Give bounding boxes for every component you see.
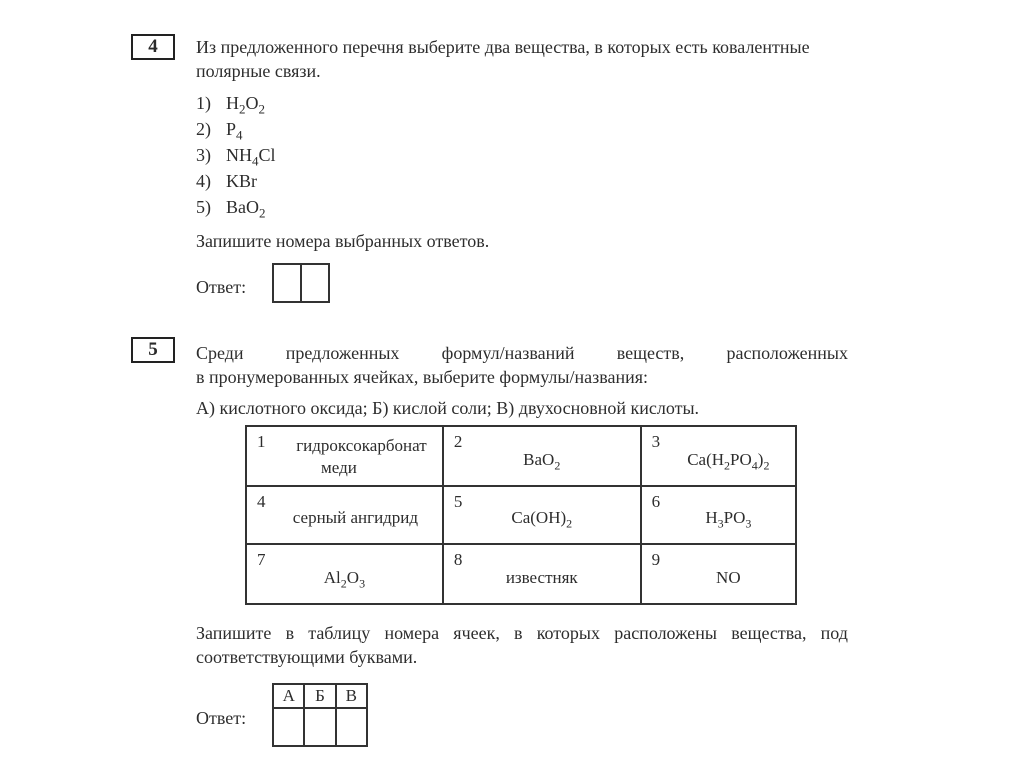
substance-cell: 2 BaO$_2$: [443, 426, 641, 486]
answer-cell-a[interactable]: [273, 708, 304, 746]
task4-answer-cell-1[interactable]: [272, 263, 302, 303]
task5-write-line2: соответствующими буквами.: [196, 647, 418, 667]
task5-categories: А) кислотного оксида; Б) кислой соли; В) двухосновной кислоты.: [196, 398, 700, 418]
substance-cell: 8 известняк: [443, 544, 641, 604]
substance-cell: 5 $Ca(OH)_2$: [443, 486, 641, 544]
task4-option-3: 3) $NH_4Cl$: [196, 145, 276, 169]
substance-cell: 4 серный ангидрид: [246, 486, 443, 544]
task4-option-1: 1) $H_2O_2$: [196, 93, 265, 117]
answer-cell-v[interactable]: [336, 708, 367, 746]
task5-intro-line1: Среди предложенных формул/названий веществ, расположенных: [196, 343, 848, 363]
task4-instruction: Запишите номера выбранных ответов.: [196, 231, 490, 251]
task5-answer-table: [272, 683, 368, 747]
task-number-4: 4: [131, 34, 175, 60]
substance-cell: 3 $Ca(H_2PO_4)_2$: [641, 426, 796, 486]
substance-cell: 9 NO: [641, 544, 796, 604]
task4-answer-label: Ответ:: [196, 277, 247, 297]
task5-write-line1: Запишите в таблицу номера ячеек, в которых расположены вещества, под: [196, 623, 848, 643]
task4-option-4: 4) KBr: [196, 171, 257, 191]
task5-intro-line2: в пронумерованных ячейках, выберите формулы/названия:: [196, 367, 649, 387]
task4-question: [196, 35, 856, 83]
answer-letter-v: В: [336, 684, 367, 708]
task5-intro: [196, 341, 848, 389]
substance-cell: 6 $H_3PO_3$: [641, 486, 796, 544]
answer-letter-b: Б: [304, 684, 335, 708]
substances-table: [245, 425, 797, 605]
task5-write-instruction: [196, 621, 848, 669]
substance-cell: 1 гидроксокарбонат меди: [246, 426, 443, 486]
task4-question-line1: Из предложенного перечня выберите два вещества, в которых есть ковалентные: [196, 37, 810, 57]
task4-option-2: 2) $P_4$: [196, 119, 243, 143]
task4-option-5: 5) BaO$_2$: [196, 197, 266, 221]
answer-cell-b[interactable]: [304, 708, 335, 746]
substance-cell: 7 $Al_2O_3$: [246, 544, 443, 604]
task4-answer-cell-2[interactable]: [300, 263, 330, 303]
task4-question-line2: полярные связи.: [196, 61, 321, 81]
task5-answer-label: Ответ:: [196, 708, 247, 728]
task-number-5: 5: [131, 337, 175, 363]
answer-letter-a: А: [273, 684, 304, 708]
